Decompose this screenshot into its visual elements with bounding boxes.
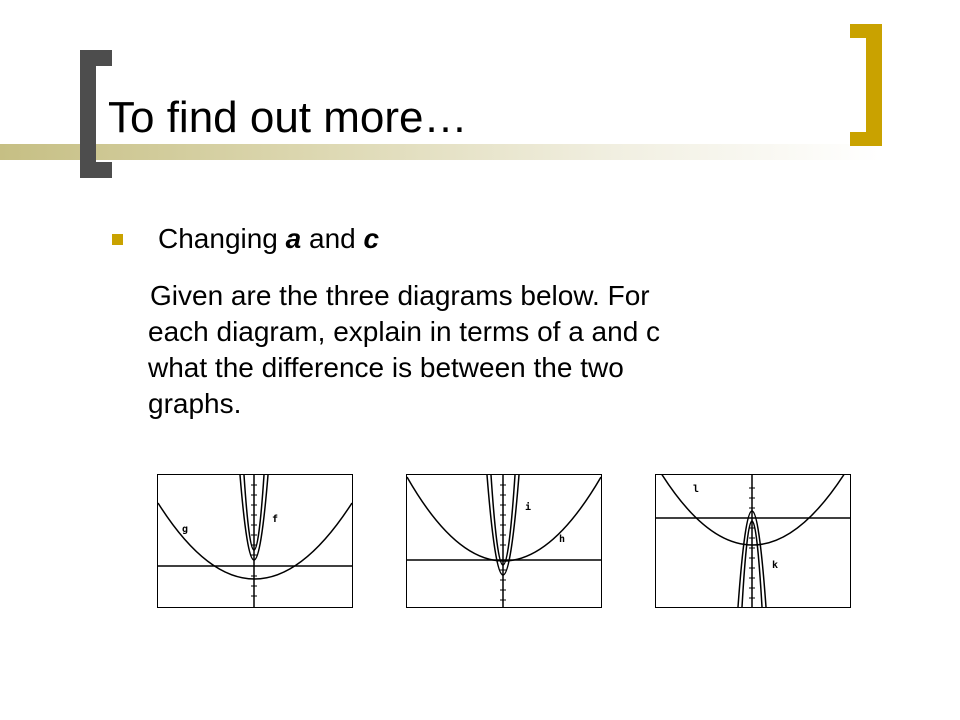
graph-label: k bbox=[772, 560, 779, 571]
graph-label: h bbox=[559, 534, 566, 545]
graph-label: g bbox=[182, 524, 189, 535]
graph-plot-1 bbox=[158, 475, 352, 607]
instruction-paragraph bbox=[148, 278, 858, 422]
bullet-var-c: c bbox=[363, 223, 380, 254]
paragraph-line: each diagram, explain in terms of a and c bbox=[148, 316, 661, 347]
bullet-var-a: a bbox=[285, 223, 302, 254]
left-bracket-decoration bbox=[80, 50, 96, 178]
graph-label: i bbox=[525, 502, 532, 513]
paragraph-line: graphs. bbox=[148, 388, 242, 419]
graph-diagram-1 bbox=[157, 474, 353, 608]
bullet-prefix: Changing bbox=[158, 223, 286, 254]
title-underline-band bbox=[0, 144, 880, 160]
graph-plot-3 bbox=[656, 475, 850, 607]
bullet-conj: and bbox=[301, 223, 364, 254]
paragraph-line: Given are the three diagrams below. For bbox=[150, 280, 650, 311]
graph-label: l bbox=[693, 484, 700, 495]
paragraph-line: what the difference is between the two bbox=[148, 352, 624, 383]
slide-title: To find out more… bbox=[108, 93, 468, 142]
graph-label: f bbox=[272, 514, 279, 525]
graph-diagram-2 bbox=[406, 474, 602, 608]
graph-diagram-3 bbox=[655, 474, 851, 608]
bullet-text bbox=[158, 222, 379, 256]
graph-plot-2 bbox=[407, 475, 601, 607]
bullet-marker bbox=[112, 234, 123, 245]
right-bracket-decoration bbox=[866, 24, 882, 146]
